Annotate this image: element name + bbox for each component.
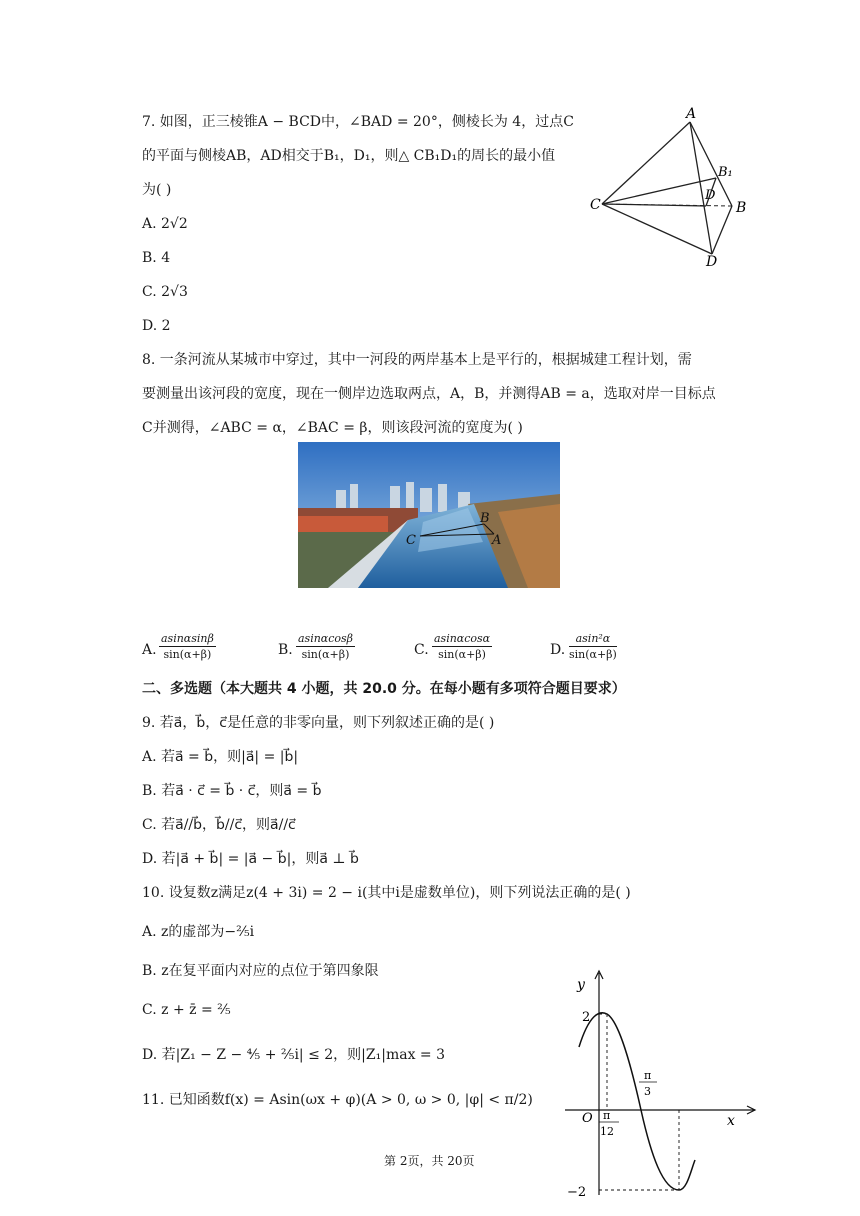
label-a: A bbox=[686, 106, 697, 122]
label-b1: B₁ bbox=[718, 165, 733, 180]
q9-option-a: A. 若a⃗ = b⃗，则|a⃗| = |b⃗| bbox=[142, 749, 299, 765]
q8-option-c-fraction bbox=[432, 632, 492, 661]
q10-stem: 10. 设复数z满足z(4 + 3i) = 2 − i(其中i是虚数单位)，则下列说法正确的是( ) bbox=[142, 885, 631, 901]
q9-option-c: C. 若a⃗//b⃗，b⃗//c⃗，则a⃗//c⃗ bbox=[142, 817, 296, 833]
q8-option-a-den: sin(α+β) bbox=[163, 648, 212, 661]
q8-stem-line3: C并测得，∠ABC = α，∠BAC = β，则该段河流的宽度为( ) bbox=[142, 420, 523, 436]
q8-option-b-label: B. bbox=[278, 642, 293, 658]
q8-option-c-label: C. bbox=[414, 642, 429, 658]
q7-stem-line1: 7. 如图，正三棱锥A − BCD中，∠BAD = 20°，侧棱长为 4，过点C bbox=[142, 114, 574, 130]
q7-stem-line2: 的平面与侧棱AB，AD相交于B₁，D₁，则△ CB₁D₁的周长的最小值 bbox=[142, 148, 556, 164]
label-c: C bbox=[590, 197, 601, 213]
page-footer: 第 2页，共 20页 bbox=[384, 1154, 475, 1168]
graph-tick1-den: 12 bbox=[600, 1125, 614, 1138]
q8-option-a-label: A. bbox=[142, 642, 157, 658]
river-photo bbox=[298, 442, 560, 588]
section-heading-multi-choice: 二、多选题（本大题共 4 小题，共 20.0 分。在每小题有多项符合题目要求） bbox=[142, 681, 626, 697]
photo-label-a: A bbox=[492, 533, 502, 548]
q8-option-d-num: asin²α bbox=[569, 632, 617, 647]
q7-option-b: B. 4 bbox=[142, 250, 171, 266]
graph-tick2-den: 3 bbox=[644, 1085, 651, 1098]
graph-origin: O bbox=[582, 1111, 593, 1126]
pyramid-figure bbox=[580, 104, 760, 274]
q8-option-c-den: sin(α+β) bbox=[438, 648, 486, 661]
graph-y-label: y bbox=[577, 977, 585, 993]
graph-x-label: x bbox=[727, 1113, 735, 1129]
q8-option-b-num: asinαcosβ bbox=[298, 632, 354, 645]
q8-option-d-label: D. bbox=[550, 642, 566, 658]
q8-option-d-fraction bbox=[569, 632, 617, 661]
q7-stem-line3: 为( ) bbox=[142, 182, 172, 198]
q7-option-a: A. 2√2 bbox=[142, 216, 188, 232]
q9-option-b: B. 若a⃗ · c⃗ = b⃗ · c⃗，则a⃗ = b⃗ bbox=[142, 783, 322, 799]
q8-stem-line1: 8. 一条河流从某城市中穿过，其中一河段的两岸基本上是平行的，根据城建工程计划，需 bbox=[142, 352, 692, 368]
q8-option-c-num: asinαcosα bbox=[434, 632, 491, 645]
q10-option-b: B. z在复平面内对应的点位于第四象限 bbox=[142, 963, 379, 979]
graph-tick1-num: π bbox=[603, 1109, 611, 1122]
label-b: B bbox=[736, 200, 747, 216]
q8-option-a-fraction bbox=[159, 632, 216, 661]
q8-option-d-den: sin(α+β) bbox=[569, 648, 617, 661]
q9-stem: 9. 若a⃗，b⃗，c⃗是任意的非零向量，则下列叙述正确的是( ) bbox=[142, 715, 495, 731]
q10-option-c: C. z + z̄ = ⅖ bbox=[142, 1002, 231, 1018]
q7-option-c: C. 2√3 bbox=[142, 284, 188, 300]
sine-graph bbox=[555, 965, 765, 1205]
q8-option-a-num: asinαsinβ bbox=[161, 632, 214, 645]
graph-max-label: 2 bbox=[582, 1010, 591, 1025]
q11-stem: 11. 已知函数f(x) = Asin(ωx + φ)(A > 0, ω > 0, |φ| < π/2) bbox=[142, 1092, 533, 1108]
q9-option-d: D. 若|a⃗ + b⃗| = |a⃗ − b⃗|，则a⃗ ⊥ b⃗ bbox=[142, 851, 359, 867]
photo-label-c: C bbox=[406, 533, 416, 548]
label-d: D bbox=[706, 254, 718, 270]
graph-tick2-num: π bbox=[644, 1069, 652, 1082]
q10-option-a: A. z的虚部为−⅖i bbox=[142, 924, 255, 940]
graph-min-label: −2 bbox=[567, 1185, 587, 1200]
q8-option-b-den: sin(α+β) bbox=[301, 648, 350, 661]
q7-option-d: D. 2 bbox=[142, 318, 171, 334]
q10-option-d: D. 若|Z₁ − Z − ⅘ + ⅖i| ≤ 2，则|Z₁|max = 3 bbox=[142, 1047, 446, 1063]
q8-option-b-fraction bbox=[296, 632, 355, 661]
label-d1: D bbox=[705, 188, 716, 203]
photo-label-b: B bbox=[480, 511, 490, 526]
q8-stem-line2: 要测量出该河段的宽度，现在一侧岸边选取两点，A，B，并测得AB = a，选取对岸一目标点 bbox=[142, 386, 716, 402]
